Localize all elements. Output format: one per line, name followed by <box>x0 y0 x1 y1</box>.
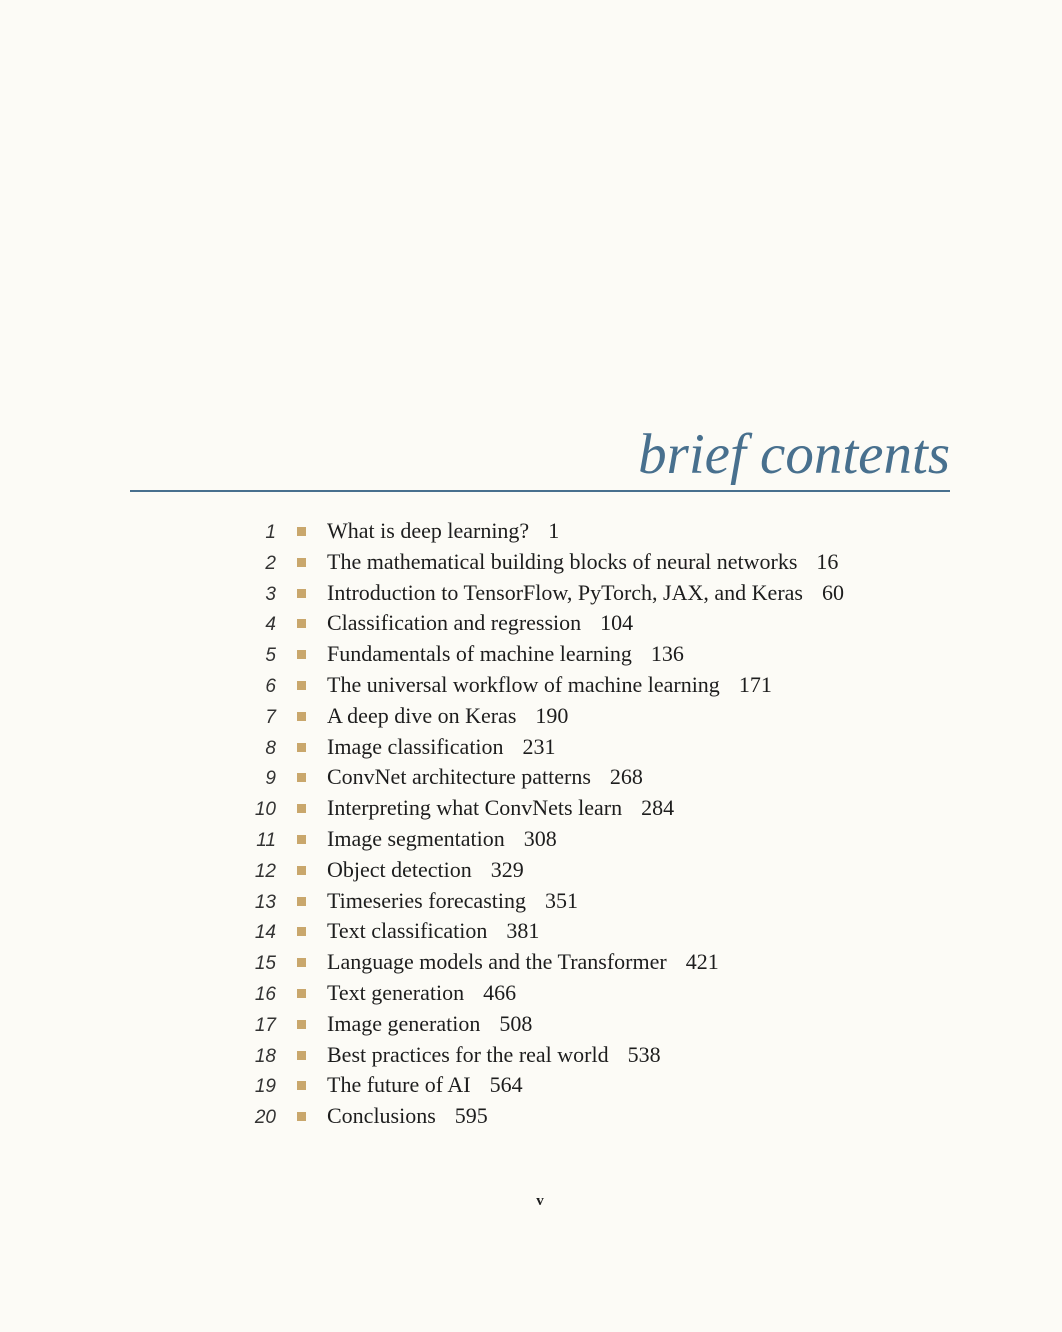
chapter-number: 11 <box>256 829 276 851</box>
chapter-title: A deep dive on Keras <box>327 702 517 728</box>
chapter-number: 9 <box>265 768 276 790</box>
toc-entry <box>130 979 844 1010</box>
toc-entry <box>130 671 844 702</box>
chapter-page-number: 268 <box>609 764 643 790</box>
bullet-square-icon <box>297 589 306 598</box>
toc-entry <box>130 702 844 733</box>
chapter-title: Classification and regression <box>327 610 582 636</box>
bullet-square-icon <box>297 866 306 875</box>
chapter-number: 19 <box>254 1076 276 1098</box>
chapter-title: Text classification <box>327 918 488 944</box>
bullet-square-icon <box>297 681 306 690</box>
bullet-square-icon <box>297 712 306 721</box>
bullet-square-icon <box>297 958 306 967</box>
chapter-title: Image classification <box>327 733 504 759</box>
bullet-square-icon <box>297 527 306 536</box>
chapter-title: ConvNet architecture patterns <box>327 764 591 790</box>
toc-entry <box>130 948 844 979</box>
chapter-page-number: 284 <box>641 795 675 821</box>
chapter-number: 6 <box>265 675 276 697</box>
chapter-number: 3 <box>265 583 276 605</box>
chapter-title: Interpreting what ConvNets learn <box>327 795 623 821</box>
toc-entry <box>130 763 844 794</box>
chapter-number: 2 <box>265 552 276 574</box>
chapter-page-number: 231 <box>522 733 556 759</box>
bullet-square-icon <box>297 804 306 813</box>
toc-entry <box>130 794 844 825</box>
chapter-title: Best practices for the real world <box>327 1041 609 1067</box>
chapter-number: 16 <box>254 983 276 1005</box>
chapter-title: Object detection <box>327 856 472 882</box>
toc-entry <box>130 917 844 948</box>
chapter-page-number: 466 <box>483 979 517 1005</box>
heading-rule <box>130 490 950 492</box>
chapter-number: 5 <box>265 645 276 667</box>
chapter-page-number: 381 <box>506 918 540 944</box>
chapter-page-number: 1 <box>548 518 560 543</box>
chapter-title: Fundamentals of machine learning <box>327 641 632 667</box>
bullet-square-icon <box>297 835 306 844</box>
toc-entry <box>130 825 844 856</box>
page-title: brief contents <box>638 423 950 486</box>
chapter-page-number: 329 <box>490 856 524 882</box>
chapter-number: 4 <box>265 614 276 636</box>
chapter-page-number: 421 <box>685 949 719 975</box>
chapter-title: The future of AI <box>327 1072 471 1098</box>
toc-entry <box>130 1041 844 1072</box>
toc-entry <box>130 579 844 610</box>
chapter-number: 20 <box>254 1107 276 1129</box>
toc-entry <box>130 733 844 764</box>
chapter-number: 17 <box>254 1014 276 1036</box>
chapter-title: The universal workflow of machine learning <box>327 671 720 697</box>
toc-entry <box>130 1071 844 1102</box>
bullet-square-icon <box>297 897 306 906</box>
toc-entry <box>130 1102 844 1133</box>
chapter-number: 14 <box>254 922 276 944</box>
bullet-square-icon <box>297 927 306 936</box>
chapter-title: Text generation <box>327 979 465 1005</box>
toc-entry <box>130 887 844 918</box>
chapter-number: 7 <box>265 706 276 728</box>
bullet-square-icon <box>297 743 306 752</box>
chapter-title: What is deep learning? <box>327 518 530 543</box>
chapter-title: Timeseries forecasting <box>327 887 526 913</box>
toc-entry <box>130 856 844 887</box>
chapter-page-number: 60 <box>821 579 844 605</box>
chapter-number: 10 <box>254 799 276 821</box>
bullet-square-icon <box>297 1020 306 1029</box>
chapter-title: Image generation <box>327 1010 481 1036</box>
chapter-page-number: 308 <box>523 825 557 851</box>
chapter-page-number: 16 <box>816 548 839 574</box>
chapter-title: The mathematical building blocks of neural networks <box>327 548 798 574</box>
chapter-page-number: 136 <box>650 641 684 667</box>
toc-entry <box>130 517 844 548</box>
bullet-square-icon <box>297 1081 306 1090</box>
chapter-page-number: 538 <box>627 1041 661 1067</box>
folio-page-number: v <box>536 1193 544 1209</box>
toc-entry <box>130 640 844 671</box>
toc-list <box>130 517 844 1133</box>
toc-entry <box>130 548 844 579</box>
chapter-number: 15 <box>254 953 276 975</box>
chapter-page-number: 171 <box>738 671 772 697</box>
chapter-page-number: 190 <box>535 702 569 728</box>
bullet-square-icon <box>297 989 306 998</box>
toc-entry <box>130 1010 844 1041</box>
chapter-page-number: 104 <box>600 610 634 636</box>
chapter-number: 8 <box>265 737 276 759</box>
chapter-title: Introduction to TensorFlow, PyTorch, JAX, and Keras <box>327 579 803 605</box>
chapter-title: Language models and the Transformer <box>327 949 667 975</box>
bullet-square-icon <box>297 558 306 567</box>
bullet-square-icon <box>297 619 306 628</box>
chapter-number: 18 <box>254 1045 276 1067</box>
chapter-page-number: 595 <box>454 1103 488 1129</box>
toc-entry <box>130 609 844 640</box>
chapter-title: Conclusions <box>327 1103 436 1129</box>
chapter-number: 12 <box>254 860 276 882</box>
bullet-square-icon <box>297 1112 306 1121</box>
bullet-square-icon <box>297 773 306 782</box>
chapter-number: 13 <box>254 891 276 913</box>
chapter-page-number: 508 <box>499 1010 533 1036</box>
chapter-page-number: 351 <box>544 887 578 913</box>
chapter-title: Image segmentation <box>327 825 505 851</box>
bullet-square-icon <box>297 1051 306 1060</box>
bullet-square-icon <box>297 650 306 659</box>
chapter-page-number: 564 <box>489 1072 523 1098</box>
chapter-number: 1 <box>265 522 276 543</box>
